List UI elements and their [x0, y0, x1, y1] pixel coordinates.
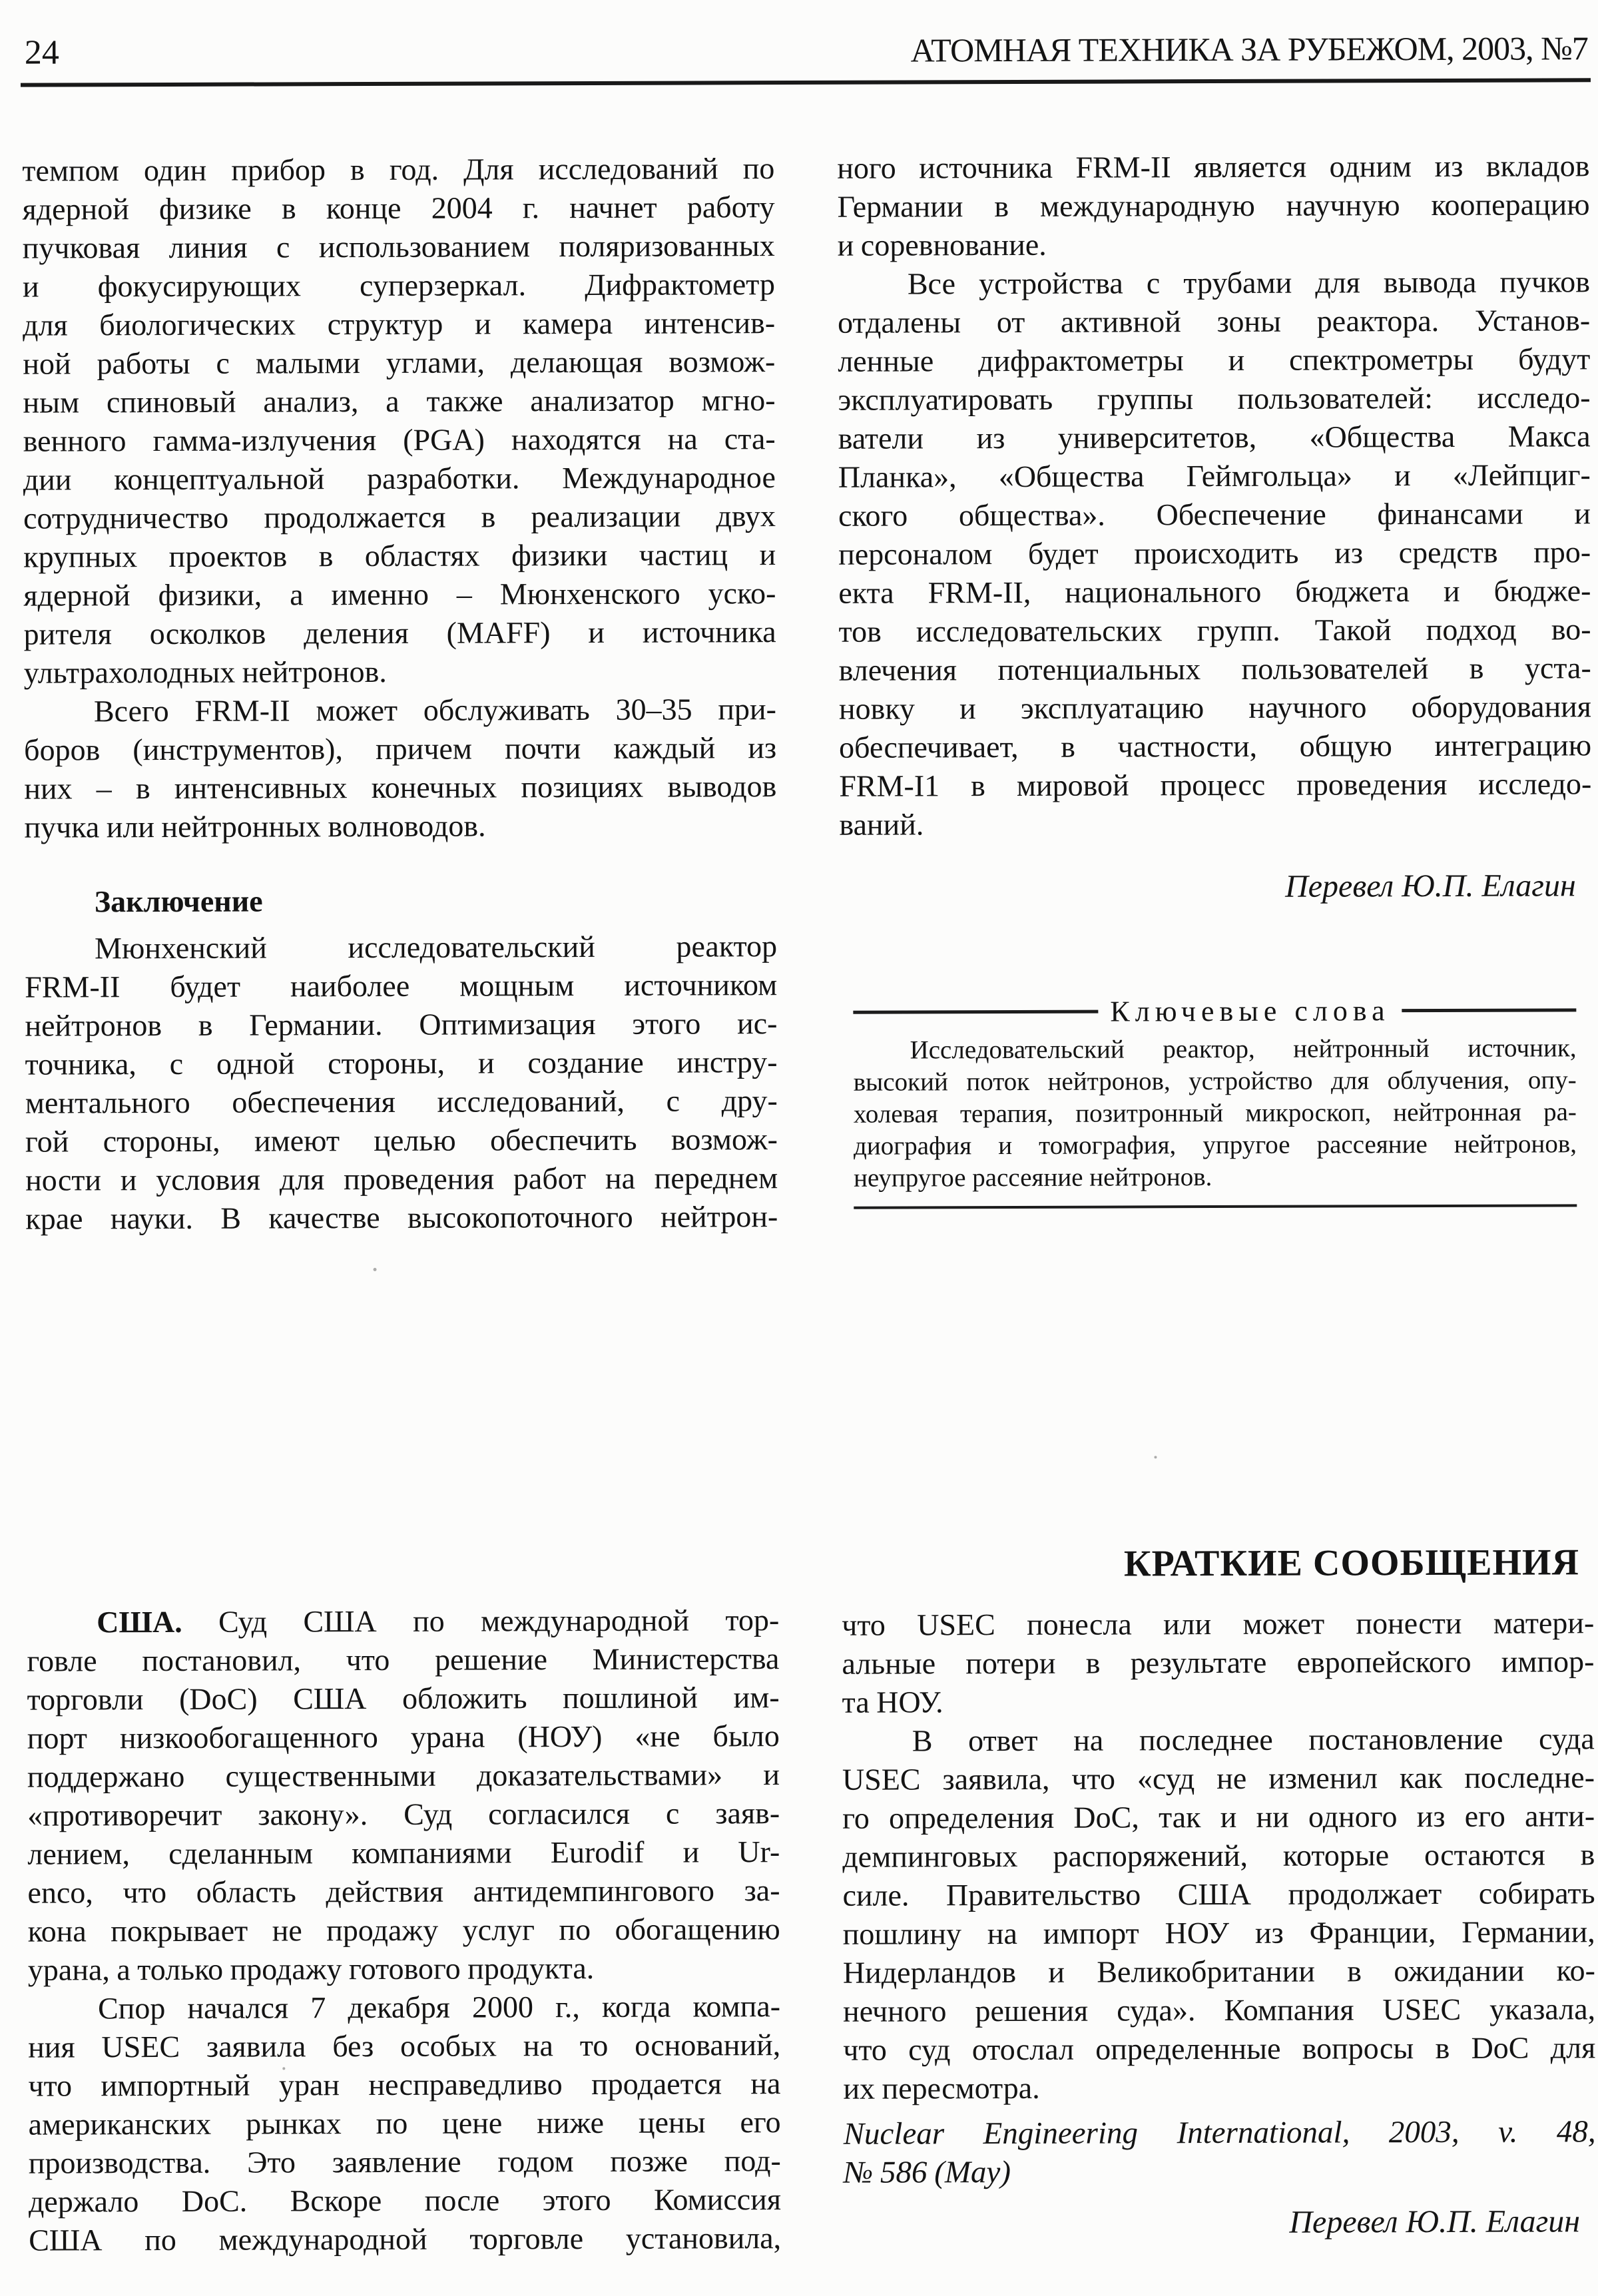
keywords-text [853, 1032, 1577, 1194]
text-line: дии концептуальной разработки. Международное [23, 460, 776, 497]
text-line: Спор начался 7 декабря 2000 г., когда компа- [97, 1989, 781, 2026]
conclusion-heading: Заключение [94, 884, 263, 919]
text-line: го определения DoC, так и ни одного из его анти- [842, 1799, 1595, 1835]
text-line: производства. Это заявление годом позже под- [28, 2144, 781, 2180]
text-line: ленные дифрактометры и спектрометры будут [838, 342, 1591, 378]
journal-title: АТОМНАЯ ТЕХНИКА ЗА РУБЕЖОМ, 2003, №7 [910, 29, 1588, 69]
keywords-right-rule [1402, 1008, 1577, 1012]
intro-paragraph [22, 149, 776, 693]
keywords-left-rule [853, 1009, 1098, 1013]
text-line: эксплуатировать группы пользователей: исследо- [838, 380, 1591, 417]
text-line: та НОУ. [842, 1685, 943, 1719]
text-line: гой стороны, имеют целью обеспечить возмож- [25, 1122, 778, 1159]
text-line: и фокусирующих суперзеркал. Дифрактометр [22, 267, 776, 304]
text-line [27, 1601, 779, 1642]
text-line: влечения потенциальных пользователей в уста- [838, 651, 1591, 687]
scan-speck [374, 1268, 377, 1271]
text-line: что суд отослал определенные вопросы в DoC для [843, 2030, 1596, 2067]
text-line: Исследовательский реактор, нейтронный источник, [910, 1033, 1577, 1065]
text-line: enco, что область действия антидемпингового за- [27, 1873, 780, 1910]
text-line: обеспечивает, в частности, общую интеграцию [839, 728, 1592, 764]
continuation-paragraph [837, 146, 1590, 265]
text-line: ваний. [839, 807, 924, 842]
text-line: диография и томография, упругое рассеяние нейтронов, [853, 1129, 1577, 1161]
text-line: ского общества». Обеспечение финансами и [838, 496, 1591, 533]
right-column-top [837, 146, 1591, 844]
text-line: говле постановил, что решение Министерства [27, 1641, 780, 1678]
left-column-bottom [27, 1601, 781, 2260]
text-line: урана, а только продажу готового продукта. [27, 1950, 595, 1987]
scan-speck [282, 2067, 285, 2070]
text-line: торговли (DoC) США обложить пошлиной им- [27, 1680, 780, 1717]
text-line: Все устройства с трубами для вывода пучков [907, 264, 1590, 301]
text-line: ядерной физике в конце 2004 г. начнет работу [22, 190, 775, 226]
text-line: Планка», «Общества Геймгольца» и «Лейпциг- [838, 457, 1591, 494]
text-line: екта FRM-II, национального бюджета и бюдже- [838, 573, 1591, 610]
text-line: лением, сделанным компаниями Eurodif и Ur- [27, 1835, 780, 1871]
text-line: силе. Правительство США продолжает собирать [842, 1876, 1595, 1912]
text-line: ультрахолодных нейтронов. [23, 654, 387, 690]
text-line: для биологических структур и камера интенсив- [23, 306, 776, 342]
brief-news-heading: КРАТКИЕ СООБЩЕНИЯ [1123, 1542, 1580, 1585]
text-line: ного источника FRM-II является одним из вкладов [837, 148, 1590, 185]
text-line: боров (инструментов), причем почти каждый из [24, 730, 777, 767]
text-line: крупных проектов в областях физики частиц и [23, 537, 776, 574]
source-reference [844, 2112, 1596, 2192]
text-line: пучковая линия с использованием поляризованных [22, 228, 775, 265]
keywords-box [853, 991, 1577, 1209]
text-line: неупругое рассеяние нейтронов. [854, 1163, 1212, 1193]
page-number: 24 [24, 33, 59, 72]
text-line: венного гамма-излучения (PGA) находятся на ста- [23, 422, 776, 458]
usec-continuation-paragraph [842, 1603, 1595, 1722]
text-line: поддержано существенными доказательствами» и [27, 1757, 780, 1794]
text-line: ядерной физики, а именно – Мюнхенского уско- [23, 576, 776, 613]
text-line: рителя осколков деления (MAFF) и источника [23, 615, 776, 651]
text-line: ным спиновый анализ, а также анализатор мгно- [23, 383, 776, 420]
text-line: новку и эксплуатацию научного оборудования [838, 689, 1592, 726]
instruments-paragraph [24, 690, 777, 847]
translator-line-top: Перевел Ю.П. Елагин [1284, 868, 1576, 904]
text-line: Германии в международную научную кооперацию [837, 187, 1590, 224]
text-line: ности и условия для проведения работ на переднем [25, 1161, 778, 1197]
text-line: сотрудничество продолжается в реализации двух [23, 499, 776, 535]
text-line: ной работы с малыми углами, делающая возмож- [23, 344, 776, 381]
text-line: «противоречит закону». Суд согласился с заяв- [27, 1796, 780, 1833]
translator-line-bottom: Перевел Ю.П. Елагин [1289, 2203, 1581, 2240]
text-line: Nuclear Engineering International, 2003, v. 48, [843, 2114, 1596, 2152]
text-line: и соревнование. [837, 227, 1047, 262]
text-line: В ответ на последнее постановление суда [912, 1721, 1595, 1758]
usa-paragraph-rest [27, 1639, 780, 1990]
text-line: демпинговых распоряжений, которые остаются в [842, 1837, 1595, 1874]
text-line: крае науки. В качестве высокопоточного нейтрон- [25, 1199, 778, 1236]
text-line: что импортный уран несправедливо продается на [28, 2066, 781, 2103]
keywords-title-row [853, 991, 1576, 1030]
text-line: что USEC понесла или может понести матери- [842, 1605, 1595, 1642]
text-line: Всего FRM-II может обслуживать 30–35 при- [93, 692, 777, 728]
text-line: пошлину на импорт НОУ из Франции, Германии, [842, 1914, 1595, 1951]
text-line: их пересмотра. [843, 2070, 1040, 2106]
text-line: пучка или нейтронных волноводов. [24, 808, 486, 844]
header-rule [21, 78, 1591, 87]
text-line: нейтронов в Германии. Оптимизация этого ис- [25, 1006, 778, 1043]
text-line: ментального обеспечения исследований, с дру- [25, 1083, 778, 1120]
text-line: Мюнхенский исследовательский реактор [94, 929, 778, 966]
text-line: ния USEC заявила без особых на то оснований, [28, 2028, 781, 2064]
text-line: отдалены от активной зоны реактора. Установ- [838, 303, 1591, 340]
text-line: тов исследовательских групп. Такой подход во- [838, 612, 1591, 649]
text-line: держало DoC. Вскоре после этого Комиссия [28, 2182, 782, 2219]
text-line: порт низкообогащенного урана (НОУ) «не было [27, 1719, 780, 1755]
text-line: американских рынках по цене ниже цены его [28, 2105, 781, 2142]
right-column-bottom [842, 1603, 1596, 2192]
keywords-bottom-rule [854, 1204, 1577, 1209]
keywords-title: Ключевые слова [1110, 994, 1390, 1028]
left-column-top [22, 149, 778, 1239]
text-line: холевая терапия, позитронный микроскоп, нейтронная ра- [853, 1097, 1577, 1129]
text-line: альные потери в результате европейского импор- [842, 1644, 1595, 1681]
text-line: кона покрывает не продажу услуг по обогащению [27, 1912, 780, 1948]
response-paragraph [842, 1719, 1596, 2108]
text-line: USEC заявила, что «суд не изменил как последне- [842, 1760, 1595, 1797]
text-line: персоналом будет происходить из средств про- [838, 535, 1591, 571]
text-line: них – в интенсивных конечных позициях выводов [24, 769, 777, 806]
dispute-paragraph [28, 1987, 781, 2260]
scan-speck [1154, 1456, 1157, 1458]
conclusion-paragraph [25, 927, 778, 1239]
usa-paragraph [27, 1601, 780, 1990]
text-line: Нидерландов и Великобритании в ожидании ко- [842, 1953, 1595, 1990]
text-line: высокий поток нейтронов, устройство для облучения, опу- [853, 1065, 1577, 1097]
text-line: нечного решения суда». Компания USEC указала, [842, 1992, 1596, 2028]
text-line: № 586 (May) [843, 2155, 1011, 2190]
text-line: FRM-II будет наиболее мощным источником [25, 968, 778, 1004]
devices-paragraph [838, 262, 1592, 844]
text-line: ватели из университетов, «Общества Макса [838, 419, 1591, 455]
text-line: точника, с одной стороны, и создание инстру- [25, 1045, 778, 1081]
text-line: темпом один прибор в год. Для исследований по [22, 151, 775, 188]
text-line: FRM-I1 в мировой процесс проведения исследо- [839, 766, 1592, 803]
text-line: США по международной торговле установила, [29, 2221, 782, 2257]
usa-lead: США. [97, 1604, 182, 1639]
usa-first-line-rest: Суд США по международной тор- [218, 1603, 780, 1639]
